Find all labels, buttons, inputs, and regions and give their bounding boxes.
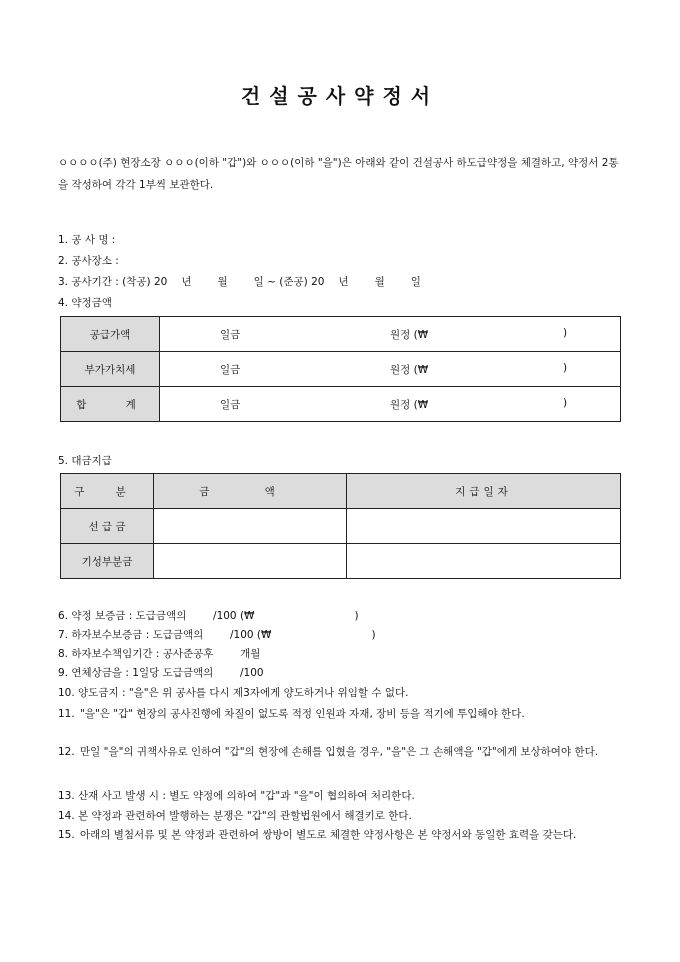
amount-cell[interactable] bbox=[154, 544, 347, 579]
amount-il: 일금 bbox=[220, 364, 241, 376]
clause-14: 14. 본 약정과 관련하여 발행하는 분쟁은 "갑"의 관할법원에서 해결키로 한다. bbox=[58, 810, 412, 822]
table-header-row bbox=[61, 474, 621, 509]
table-row bbox=[61, 317, 621, 352]
header-amount: 금 액 bbox=[154, 474, 347, 509]
clause-number: 12. bbox=[58, 746, 75, 758]
item-project-location: 2. 공사장소 : bbox=[58, 255, 119, 267]
clause-12 bbox=[58, 743, 628, 761]
amount-close: ) bbox=[563, 362, 568, 374]
period-end-month: 월 bbox=[374, 276, 385, 288]
amount-close: ) bbox=[563, 327, 568, 339]
document-title: 건설공사약정서 bbox=[240, 84, 440, 108]
clause-8: 8. 하자보수책임기간 : 공사준공후 개월 bbox=[58, 648, 261, 660]
clause-number: 15. bbox=[58, 829, 75, 841]
table-row bbox=[61, 352, 621, 387]
table-row bbox=[61, 387, 621, 422]
clause-number: 11. bbox=[58, 708, 75, 720]
amount-close: ) bbox=[563, 397, 568, 409]
period-end-day: 일 bbox=[410, 276, 421, 288]
amount-label: 부가가치세 bbox=[61, 352, 160, 387]
clause-10: 10. 양도금지 : "을"은 위 공사를 다시 제3자에게 양도하거나 위임할 수 없다. bbox=[58, 687, 409, 699]
period-start-year: 년 bbox=[181, 276, 192, 288]
amount-won: 원정 (₩ bbox=[390, 364, 429, 376]
period-end-year: 년 bbox=[338, 276, 349, 288]
amount-value-cell bbox=[160, 317, 621, 352]
amount-value-cell bbox=[160, 387, 621, 422]
clause-6: 6. 약정 보증금 : 도급금액의 /100 (₩ ) bbox=[58, 610, 359, 622]
clause-text: "을"은 "갑" 현장의 공사진행에 차질이 없도록 적정 인원과 자재, 장비 등을 적기에 투입해야 한다. bbox=[80, 708, 525, 720]
header-category: 구 분 bbox=[61, 474, 154, 509]
period-start-day: 일 ~ (준공) 20 bbox=[253, 276, 325, 288]
period-prefix: 3. 공사기간 : (착공) 20 bbox=[58, 276, 168, 288]
item-project-name: 1. 공 사 명 : bbox=[58, 234, 116, 246]
amount-il: 일금 bbox=[220, 329, 241, 341]
date-cell[interactable] bbox=[347, 509, 621, 544]
clause-9: 9. 연체상금을 : 1일당 도급금액의 /100 bbox=[58, 667, 264, 679]
clause-7: 7. 하자보수보증금 : 도급금액의 /100 (₩ ) bbox=[58, 629, 376, 641]
period-start-month: 월 bbox=[217, 276, 228, 288]
amount-won: 원정 (₩ bbox=[390, 329, 429, 341]
clause-text: 아래의 별첨서류 및 본 약정과 관련하여 쌍방이 별도로 체결한 약정사항은 본 약정서와 동일한 효력을 갖는다. bbox=[80, 829, 577, 841]
clause-15 bbox=[58, 826, 628, 844]
clause-13: 13. 산재 사고 발생 시 : 별도 약정에 의하여 "갑"과 "을"이 협의하여 처리한다. bbox=[58, 790, 415, 802]
amount-value-cell bbox=[160, 352, 621, 387]
clause-11 bbox=[58, 705, 628, 723]
amount-il: 일금 bbox=[220, 399, 241, 411]
clause-text: 만일 "을"의 귀책사유로 인하여 "갑"의 현장에 손해를 입혔을 경우, "을"은 그 손해액을 "갑"에게 보상하여야 한다. bbox=[80, 746, 599, 758]
header-payment-date: 지급일자 bbox=[347, 474, 621, 509]
item-project-period bbox=[58, 274, 421, 289]
item-contract-amount: 4. 약정금액 bbox=[58, 297, 112, 309]
amount-label: 합 계 bbox=[61, 387, 160, 422]
date-cell[interactable] bbox=[347, 544, 621, 579]
amount-cell[interactable] bbox=[154, 509, 347, 544]
table-row bbox=[61, 509, 621, 544]
table-row bbox=[61, 544, 621, 579]
row-label: 선 급 금 bbox=[61, 509, 154, 544]
payment-table bbox=[60, 473, 621, 579]
amount-label: 공급가액 bbox=[61, 317, 160, 352]
amount-won: 원정 (₩ bbox=[390, 399, 429, 411]
payment-heading: 5. 대금지급 bbox=[58, 455, 112, 467]
amount-table bbox=[60, 316, 621, 422]
row-label: 기성부분금 bbox=[61, 544, 154, 579]
intro-paragraph: ㅇㅇㅇㅇ(주) 현장소장 ㅇㅇㅇ(이하 "갑")와 ㅇㅇㅇ(이하 "을")은 아래와 같이 건설공사 하도급약정을 체결하고, 약정서 2통을 작성하여 각각 1부씩 보관한다. bbox=[58, 157, 619, 191]
